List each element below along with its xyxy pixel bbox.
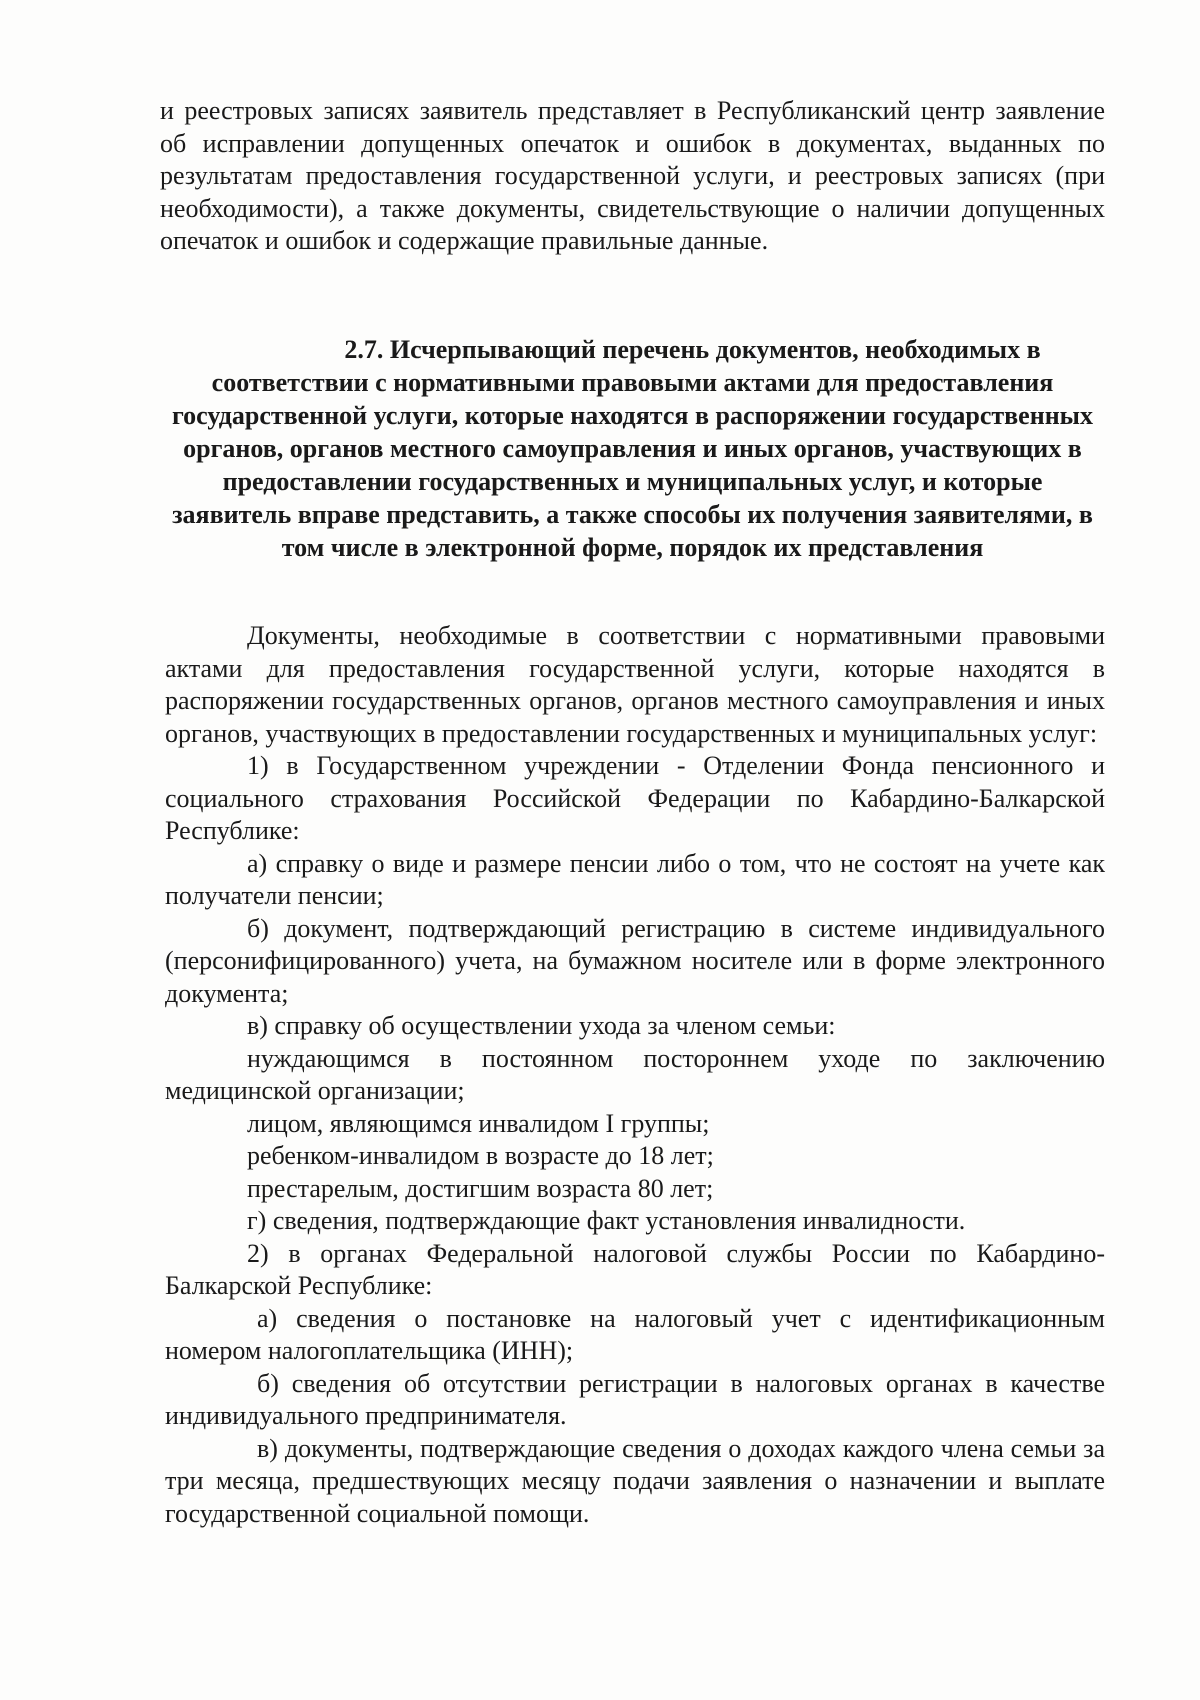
list-item: г) сведения, подтверждающие факт установления инвалидности. (247, 1206, 966, 1235)
document-body (165, 620, 1105, 1530)
list-item: лицом, являющимся инвалидом I группы; (247, 1108, 710, 1138)
body-paragraph: Документы, необходимые в соответствии с нормативными правовыми актами для предоставления государственной услуги, которые находятся в распоряжении государственных органов, органов местного самоуправления и иных органов, участвующих в предоставлении государственных и муниципальных услуг: (165, 621, 1105, 748)
list-item: а) справку о виде и размере пенсии либо о том, что не состоят на учете как получатели пенсии; (165, 848, 1105, 910)
list-item: в) документы, подтверждающие сведения о доходах каждого члена семьи за три месяца, предшествующих месяцу подачи заявления о назначении и выплате государственной социальной помощи. (165, 1433, 1105, 1528)
list-item: ребенком-инвалидом в возрасте до 18 лет; (247, 1141, 714, 1170)
list-item: б) документ, подтверждающий регистрацию в системе индивидуального (персонифицированного) учета, на бумажном носителе или в форме электронного документа; (165, 913, 1105, 1008)
list-item: престарелым, достигшим возраста 80 лет; (247, 1173, 714, 1203)
intro-paragraph: и реестровых записях заявитель представляет в Республиканский центр заявление об исправлении допущенных опечаток и ошибок в документах, выданных по результатам предоставления государственной услуги, и реестровых записях (при необходимости), а также документы, свидетельствующие о наличии допущенных опечаток и ошибок и содержащие правильные данные. (160, 96, 1105, 255)
list-item: нуждающимся в постоянном постороннем уходе по заключению медицинской организации; (165, 1043, 1105, 1105)
list-item: б) сведения об отсутствии регистрации в налоговых органах в качестве индивидуального предпринимателя. (165, 1368, 1105, 1430)
list-item: а) сведения о постановке на налоговый учет с идентификационным номером налогоплательщика (ИНН); (165, 1303, 1105, 1365)
list-item: 2) в органах Федеральной налоговой службы России по Кабардино-Балкарской Республике: (165, 1238, 1105, 1300)
section-heading: 2.7. Исчерпывающий перечень документов, необходимых в соответствии с нормативными правовыми актами для предоставления государственной услуги, которые находятся в распоряжении государственных органов, органов местного самоуправления и иных органов, участвующих в предоставлении государственных и муниципальных услуг, и которые заявитель вправе представить, а также способы их получения заявителями, в том числе в электронной форме, порядок их представления (172, 335, 1093, 562)
list-item: в) справку об осуществлении ухода за членом семьи: (247, 1011, 836, 1040)
list-item: 1) в Государственном учреждении - Отделении Фонда пенсионного и социального страхования Российской Федерации по Кабардино-Балкарской Республике: (165, 751, 1105, 845)
